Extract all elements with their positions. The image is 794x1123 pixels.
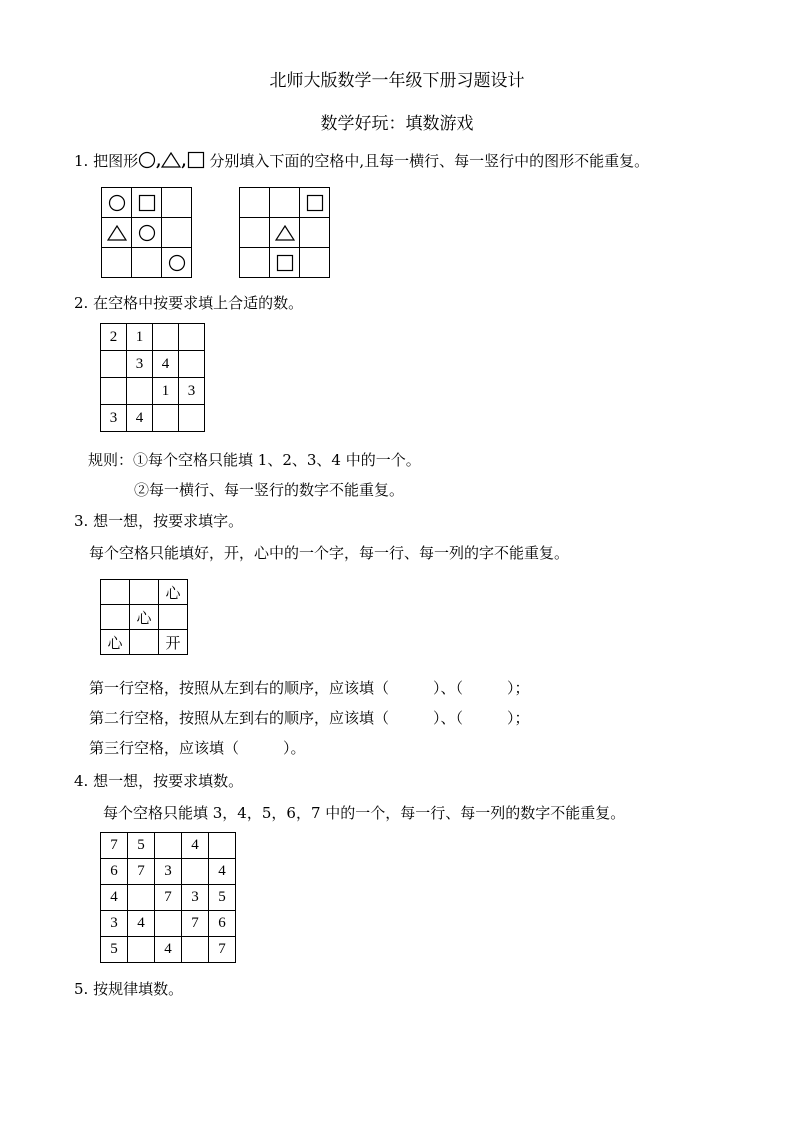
- grid-row: [101, 405, 205, 432]
- grid-cell: 7: [182, 911, 209, 937]
- grid-cell: 3: [101, 911, 128, 937]
- grid-cell-empty[interactable]: [128, 937, 155, 963]
- q1-suffix: 分别填入下面的空格中,且每一横行、每一竖行中的图形不能重复。: [209, 152, 650, 170]
- q3-text: 想一想，按要求填字。: [93, 512, 244, 530]
- grid-row: [101, 630, 188, 655]
- circle-icon: [132, 224, 161, 242]
- grid-cell: 心: [130, 605, 159, 630]
- grid-cell-empty[interactable]: [162, 218, 192, 248]
- grid-cell-empty[interactable]: [130, 630, 159, 655]
- q4-number: 4.: [74, 772, 89, 790]
- grid-row: [101, 937, 236, 963]
- grid-row: [101, 324, 205, 351]
- grid-cell: 7: [101, 833, 128, 859]
- circle-icon: [162, 254, 191, 272]
- q3-answer-line-1: [89, 677, 530, 698]
- grid-row: [101, 833, 236, 859]
- grid-row: [101, 605, 188, 630]
- grid-cell-empty[interactable]: [209, 833, 236, 859]
- q5-number: 5.: [74, 980, 89, 998]
- grid-cell-empty[interactable]: [101, 605, 130, 630]
- grid-cell: 4: [182, 833, 209, 859]
- square-icon: [300, 194, 329, 212]
- q2-rule-2: ②每一横行、每一竖行的数字不能重复。: [134, 481, 405, 499]
- circle-icon: [102, 194, 131, 212]
- q3-number: 3.: [74, 512, 89, 530]
- square-icon: [187, 151, 205, 173]
- q1-prefix: 把图形: [93, 152, 139, 170]
- grid-row: [102, 188, 192, 218]
- grid-cell-square: [270, 248, 300, 278]
- grid-cell-triangle: [270, 218, 300, 248]
- triangle-icon: [270, 224, 299, 242]
- grid-cell: 3: [182, 885, 209, 911]
- triangle-icon: [102, 224, 131, 242]
- grid-row: [101, 859, 236, 885]
- grid-cell-empty[interactable]: [128, 885, 155, 911]
- grid-row: [240, 248, 330, 278]
- grid-cell: 6: [101, 859, 128, 885]
- grid-cell: 5: [209, 885, 236, 911]
- grid-cell-empty[interactable]: [240, 188, 270, 218]
- grid-cell: 1: [127, 324, 153, 351]
- grid-cell: 4: [153, 351, 179, 378]
- q3-line: [74, 510, 243, 531]
- grid-cell-empty[interactable]: [182, 859, 209, 885]
- grid-row: [101, 351, 205, 378]
- grid-cell: 6: [209, 911, 236, 937]
- grid-cell-empty[interactable]: [179, 324, 205, 351]
- grid-cell-empty[interactable]: [162, 188, 192, 218]
- grid-cell-empty[interactable]: [240, 248, 270, 278]
- grid-cell-empty[interactable]: [182, 937, 209, 963]
- grid-cell: 4: [127, 405, 153, 432]
- q1-grid-b: [239, 187, 330, 278]
- grid-cell-empty[interactable]: [300, 218, 330, 248]
- grid-cell-empty[interactable]: [101, 580, 130, 605]
- q3-answer-line-2: [89, 707, 530, 728]
- grid-cell: 7: [128, 859, 155, 885]
- q2-grid: [100, 323, 205, 432]
- grid-cell: 4: [101, 885, 128, 911]
- grid-cell-empty[interactable]: [179, 405, 205, 432]
- grid-cell-circle: [132, 218, 162, 248]
- grid-cell: 7: [155, 885, 182, 911]
- grid-cell: 3: [155, 859, 182, 885]
- grid-cell-empty[interactable]: [102, 248, 132, 278]
- q3-line-2-end: ）；: [507, 709, 530, 727]
- grid-cell-empty[interactable]: [101, 378, 127, 405]
- grid-row: [102, 218, 192, 248]
- q2-line: [74, 292, 303, 313]
- grid-cell-empty[interactable]: [179, 351, 205, 378]
- grid-cell: 4: [155, 937, 182, 963]
- q3-line-1-end: ）；: [507, 679, 530, 697]
- grid-row: [101, 911, 236, 937]
- q3-grid: [100, 579, 188, 655]
- q2-rule-1-text: ①每个空格只能填 1、2、3、4 中的一个。: [133, 451, 421, 469]
- q3-line-2-mid: ）、（: [433, 709, 464, 727]
- grid-cell: 开: [159, 630, 188, 655]
- grid-row: [240, 218, 330, 248]
- grid-cell-empty[interactable]: [155, 911, 182, 937]
- grid-cell: 5: [128, 833, 155, 859]
- grid-cell-empty[interactable]: [132, 248, 162, 278]
- q4-instruction: 每个空格只能填 3，4，5，6，7 中的一个，每一行、每一列的数字不能重复。: [103, 804, 626, 822]
- page-title: 北师大版数学一年级下册习题设计: [269, 71, 525, 91]
- grid-cell-circle: [102, 188, 132, 218]
- grid-cell: 心: [101, 630, 130, 655]
- grid-cell: 3: [179, 378, 205, 405]
- q3-answer-line-3: [89, 737, 306, 758]
- q5-text: 按规律填数。: [93, 980, 184, 998]
- q2-number: 2.: [74, 294, 89, 312]
- grid-cell-empty[interactable]: [130, 580, 159, 605]
- grid-cell: 4: [128, 911, 155, 937]
- grid-cell-empty[interactable]: [153, 405, 179, 432]
- grid-cell: 2: [101, 324, 127, 351]
- grid-cell: 心: [159, 580, 188, 605]
- grid-cell-square: [300, 188, 330, 218]
- grid-cell-circle: [162, 248, 192, 278]
- grid-cell: 3: [101, 405, 127, 432]
- grid-cell-empty[interactable]: [240, 218, 270, 248]
- q1-sep-1: ,: [156, 152, 162, 170]
- grid-row: [101, 378, 205, 405]
- q3-line-3-text: 第三行空格，应该填（: [89, 739, 240, 757]
- q1-line: [74, 150, 649, 173]
- q1-number: 1.: [74, 152, 89, 170]
- grid-cell-empty[interactable]: [159, 605, 188, 630]
- grid-row: [101, 885, 236, 911]
- q3-line-3-end: ）。: [283, 739, 306, 757]
- q3-instruction: 每个空格只能填好，开，心中的一个字，每一行、每一列的字不能重复。: [89, 544, 570, 562]
- grid-row: [101, 580, 188, 605]
- square-icon: [132, 194, 161, 212]
- q3-line-2-text: 第二行空格，按照从左到右的顺序，应该填（: [89, 709, 390, 727]
- grid-cell-empty[interactable]: [127, 378, 153, 405]
- grid-cell: 3: [127, 351, 153, 378]
- grid-cell-empty[interactable]: [155, 833, 182, 859]
- q4-grid: [100, 832, 236, 963]
- q1-sep-2: ,: [181, 152, 187, 170]
- q3-line-1-text: 第一行空格，按照从左到右的顺序，应该填（: [89, 679, 390, 697]
- grid-cell-triangle: [102, 218, 132, 248]
- grid-cell: 5: [101, 937, 128, 963]
- q3-line-1-mid: ）、（: [433, 679, 464, 697]
- q1-grid-a: [101, 187, 192, 278]
- grid-cell-square: [132, 188, 162, 218]
- q5-line: [74, 978, 183, 999]
- circle-icon: [138, 151, 156, 173]
- q4-line: [74, 770, 243, 791]
- q2-text: 在空格中按要求填上合适的数。: [93, 294, 304, 312]
- grid-cell-empty[interactable]: [101, 351, 127, 378]
- grid-cell: 1: [153, 378, 179, 405]
- grid-cell-empty[interactable]: [270, 188, 300, 218]
- q2-rule-label: 规则：: [88, 451, 134, 469]
- grid-row: [102, 248, 192, 278]
- square-icon: [270, 254, 299, 272]
- grid-cell: 7: [209, 937, 236, 963]
- triangle-icon: [161, 151, 181, 173]
- grid-cell-empty[interactable]: [153, 324, 179, 351]
- q2-rule-1: [88, 449, 421, 470]
- page-subtitle: 数学好玩：填数游戏: [320, 114, 474, 134]
- grid-row: [240, 188, 330, 218]
- grid-cell-empty[interactable]: [300, 248, 330, 278]
- grid-cell: 4: [209, 859, 236, 885]
- q4-text: 想一想，按要求填数。: [93, 772, 244, 790]
